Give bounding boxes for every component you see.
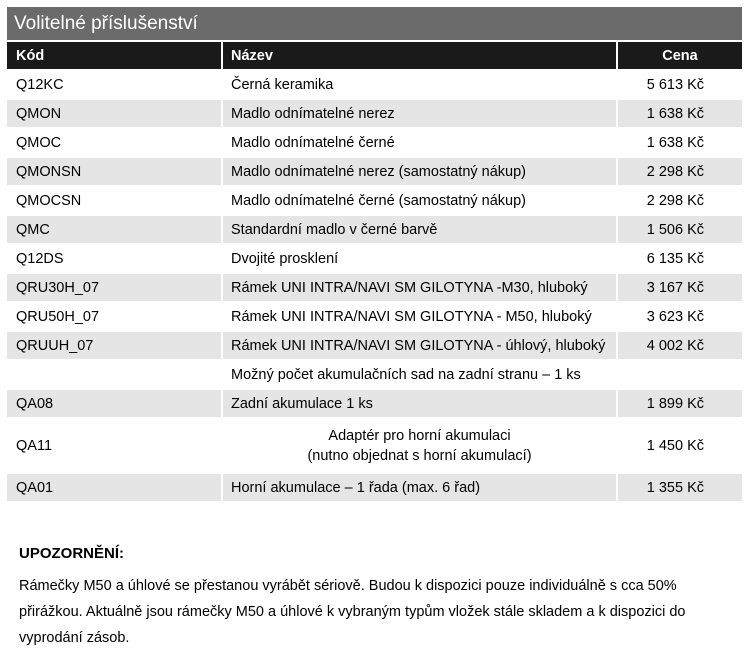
table-row xyxy=(7,474,742,503)
row-name-line2: (nutno objednat s horní akumulací) xyxy=(307,447,532,464)
table-row xyxy=(7,216,742,245)
notice-heading: UPOZORNĚNÍ: xyxy=(19,545,124,562)
table-row xyxy=(7,100,742,129)
table-note-row xyxy=(7,361,742,390)
row-name: Madlo odnímatelné černé (samostatný nákup) xyxy=(221,187,616,216)
row-price: 1 506 Kč xyxy=(616,216,742,245)
row-code: QRUUH_07 xyxy=(7,332,221,361)
row-price: 1 638 Kč xyxy=(616,100,742,129)
header-name: Název xyxy=(221,42,616,71)
table-row xyxy=(7,71,742,100)
row-name: Standardní madlo v černé barvě xyxy=(221,216,616,245)
row-name-line1: Adaptér pro horní akumulaci xyxy=(328,427,511,444)
table-row xyxy=(7,158,742,187)
notice xyxy=(19,545,741,651)
row-price: 1 355 Kč xyxy=(616,474,742,503)
table-row xyxy=(7,245,742,274)
table-row xyxy=(7,274,742,303)
row-name: Madlo odnímatelné nerez (samostatný nákup) xyxy=(221,158,616,187)
row-note: Možný počet akumulačních sad na zadní stranu – 1 ks xyxy=(221,361,616,390)
row-name: Madlo odnímatelné černé xyxy=(221,129,616,158)
price-table xyxy=(7,42,742,503)
row-code: QRU30H_07 xyxy=(7,274,221,303)
row-code: QMON xyxy=(7,100,221,129)
row-price: 4 002 Kč xyxy=(616,332,742,361)
row-code xyxy=(7,361,221,390)
row-price: 5 613 Kč xyxy=(616,71,742,100)
row-price: 6 135 Kč xyxy=(616,245,742,274)
row-code: QA11 xyxy=(7,419,221,474)
row-name: Dvojité prosklení xyxy=(221,245,616,274)
row-code: Q12KC xyxy=(7,71,221,100)
notice-text: Rámečky M50 a úhlové se přestanou vyrábět sériově. Budou k dispozici pouze individuálně s cca 50% přirážkou. Aktuálně jsou rámečky M50 a úhlové k vybraným typům vložek stále skladem a k dispozici do vyprodání zásob. xyxy=(19,578,686,646)
row-name: Zadní akumulace 1 ks xyxy=(221,390,616,419)
table-row xyxy=(7,390,742,419)
header-price: Cena xyxy=(616,42,742,71)
table-row xyxy=(7,332,742,361)
table-row xyxy=(7,129,742,158)
row-price: 1 899 Kč xyxy=(616,390,742,419)
row-code: QMONSN xyxy=(7,158,221,187)
row-name xyxy=(221,419,616,474)
row-code: QA08 xyxy=(7,390,221,419)
row-price: 2 298 Kč xyxy=(616,158,742,187)
row-code: QMOCSN xyxy=(7,187,221,216)
row-price xyxy=(616,361,742,390)
table-row xyxy=(7,187,742,216)
row-name: Černá keramika xyxy=(221,71,616,100)
row-name: Madlo odnímatelné nerez xyxy=(221,100,616,129)
row-name: Rámek UNI INTRA/NAVI SM GILOTYNA - M50, hluboký xyxy=(221,303,616,332)
row-name: Rámek UNI INTRA/NAVI SM GILOTYNA - úhlový, hluboký xyxy=(221,332,616,361)
row-price: 1 638 Kč xyxy=(616,129,742,158)
row-price: 3 623 Kč xyxy=(616,303,742,332)
row-price: 1 450 Kč xyxy=(616,419,742,474)
row-price: 3 167 Kč xyxy=(616,274,742,303)
row-name: Rámek UNI INTRA/NAVI SM GILOTYNA -M30, hluboký xyxy=(221,274,616,303)
row-code: QMC xyxy=(7,216,221,245)
table-row xyxy=(7,419,742,474)
row-price: 2 298 Kč xyxy=(616,187,742,216)
row-code: Q12DS xyxy=(7,245,221,274)
row-code: QA01 xyxy=(7,474,221,503)
row-code: QMOC xyxy=(7,129,221,158)
row-name: Horní akumulace – 1 řada (max. 6 řad) xyxy=(221,474,616,503)
table-row xyxy=(7,303,742,332)
section-title: Volitelné příslušenství xyxy=(7,7,742,40)
table-header-row xyxy=(7,42,742,71)
row-code: QRU50H_07 xyxy=(7,303,221,332)
header-code: Kód xyxy=(7,42,221,71)
